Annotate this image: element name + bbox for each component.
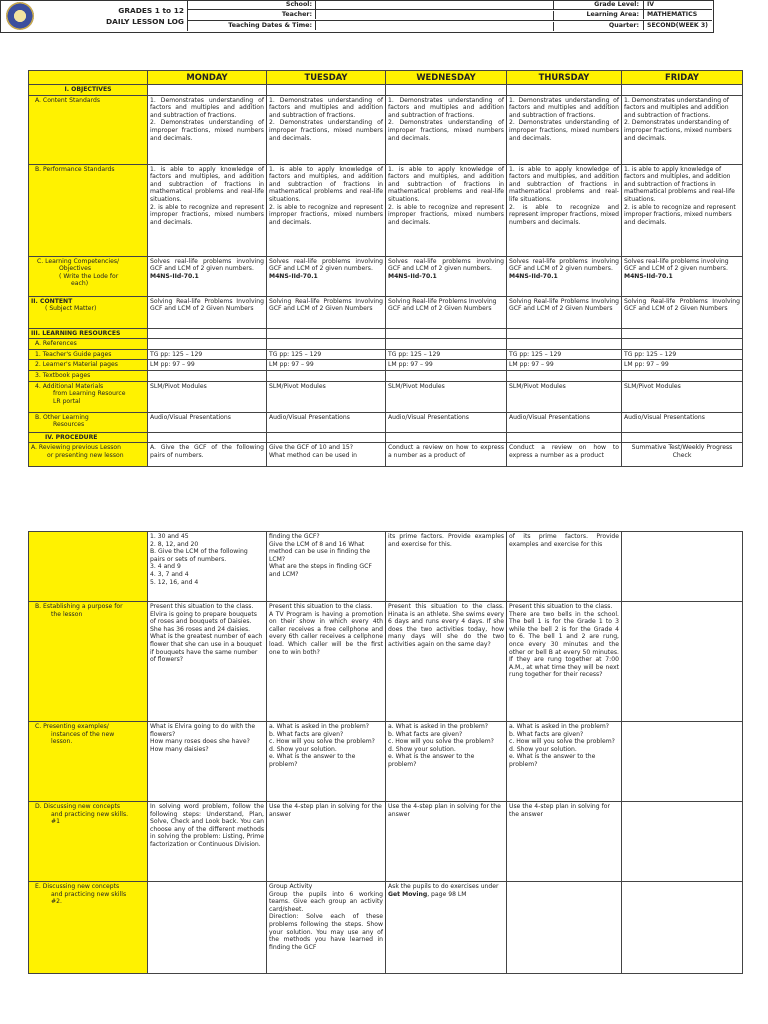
examples-label [29, 722, 148, 802]
additional-mon: SLM/Pivot Modules [148, 381, 267, 412]
empty-cell [267, 370, 386, 381]
other-tue: Audio/Visual Presentations [267, 412, 386, 432]
discussing1-label-line1: D. Discussing new concepts [35, 803, 121, 810]
grade-level-value: IV [643, 0, 712, 9]
objectives-row [29, 85, 743, 96]
day-thursday: THURSDAY [507, 71, 622, 85]
other-thu: Audio/Visual Presentations [507, 412, 622, 432]
discussing2-wed-post: , page 98 LM [427, 890, 467, 898]
teacher-label: Teacher: [281, 11, 312, 19]
competency-text: Solves real-life problems involving GCF and LCM of 2 given numbers. [150, 257, 264, 273]
discussing1-row [29, 802, 743, 882]
discussing2-row [29, 882, 743, 974]
lesson-log-table-page2 [28, 531, 743, 974]
content-standards-mon: 1. Demonstrates understanding of factors and multiples and addition and subtraction of fractions. 2. Demonstrates understanding of improper fractions, mixed numbers and decimals. [148, 95, 267, 164]
empty-cell [267, 328, 386, 339]
discussing2-label-line2: and practicing new skills [51, 890, 127, 898]
header-row-school [187, 0, 712, 10]
purpose-tue: Present this situation to the class. A TV Program is having a promotion on their show in which every 4th caller receives a free cellphone and every 6th caller receives a cellphone load. Which caller will be the first one to win both? [267, 602, 386, 722]
empty-cell [148, 370, 267, 381]
lm-mon: LM pp: 97 – 99 [148, 360, 267, 371]
reviewing-row [29, 443, 743, 467]
content-standards-fri: 1. Demonstrates understanding of factors and multiples and addition and subtraction of fractions. 2. Demonstrates understanding of improper fractions, mixed numbers and decimals. [622, 95, 743, 164]
content-standards-wed: 1. Demonstrates understanding of factors and multiples and addition and subtraction of fractions. 2. Demonstrates understanding of improper fractions, mixed numbers and decimals. [386, 95, 507, 164]
additional-wed: SLM/Pivot Modules [386, 381, 507, 412]
performance-standards-wed: 1. is able to apply knowledge of factors and multiples, and addition and subtraction of fractions in mathematical problems and real-life situations. 2. is able to recognize and represent improper fractions, mixed numbers and decimals. [386, 164, 507, 256]
tg-tue: TG pp: 125 – 129 [267, 349, 386, 360]
performance-standards-tue: 1. is able to apply knowledge of factors and multiples, and addition and subtraction of fractions in mathematical problems and real-life situations. 2. is able to recognize and represent improper fractions, mixed numbers and decimals. [267, 164, 386, 256]
learning-area-label: Learning Area: [553, 11, 643, 20]
competency-text: Solves real-life problems involving GCF and LCM of 2 given numbers. [624, 257, 729, 273]
reviewing-wed: Conduct a review on how to express a number as a product of [386, 443, 507, 467]
empty-cell [622, 432, 743, 443]
days-header-row [29, 71, 743, 85]
competency-code: M4NS-IId-70.1 [509, 272, 558, 280]
purpose-label-line2: the lesson [51, 610, 83, 618]
corner-cell [29, 71, 148, 85]
competencies-mon [148, 256, 267, 296]
tg-pages-label: 1. Teacher's Guide pages [29, 349, 148, 360]
competencies-label-line4: each) [71, 280, 89, 288]
examples-wed: a. What is asked in the problem? b. What facts are given? c. How will you solve the problem? d. Show your solution. e. What is the answer to the problem? [386, 722, 507, 802]
purpose-wed: Present this situation to the class. Hinata is an athlete. She swims every 6 days and runs every 4 days. If she does the two activities today, how many days will she do the two activities again on the same day? [386, 602, 507, 722]
competency-text: Solves real-life problems involving GCF and LCM of 2 given numbers. [388, 257, 504, 273]
school-label: School: [285, 1, 312, 8]
examples-tue: a. What is asked in the problem? b. What facts are given? c. How will you solve the problem? d. Show your solution. e. What is the answer to the problem? [267, 722, 386, 802]
purpose-label-line1: B. Establishing a purpose for [35, 603, 123, 610]
dll-header [0, 0, 714, 33]
header-title-line2: DAILY LESSON LOG [106, 17, 184, 26]
other-resources-row [29, 412, 743, 432]
performance-standards-fri: 1. is able to apply knowledge of factors and multiples, and addition and subtraction of fractions in mathematical problems and real-life situations. 2. is able to recognize and represent improper fractions, mixed numbers and decimals. [622, 164, 743, 256]
competency-code: M4NS-IId-70.1 [624, 272, 673, 280]
textbook-pages-row [29, 370, 743, 381]
day-friday: FRIDAY [622, 71, 743, 85]
header-row-dates [187, 21, 712, 31]
reviewing-cont-row [29, 532, 743, 602]
header-row-teacher [187, 10, 712, 20]
header-title-line1: GRADES 1 to 12 [118, 6, 184, 15]
performance-standards-mon: 1. is able to apply knowledge of factors and multiples, and addition and subtraction of fractions in mathematical problems and real-life situations. 2. is able to recognize and represent improper fractions, mixed numbers and decimals. [148, 164, 267, 256]
content-fri: Solving Real-life Problems Involving GCF and LCM of 2 Given Numbers [622, 296, 743, 328]
content-thu: Solving Real-life Problems Involving GCF and LCM of 2 Given Numbers [507, 296, 622, 328]
reviewing-tue: Give the GCF of 10 and 15? What method can be used in [267, 443, 386, 467]
discussing1-mon: In solving word problem, follow the following steps: Understand, Plan, Solve, Check and Look back. You can choose any of the different methods in solving the problem: Listing, Prime factorization or Continuous Division. [148, 802, 267, 882]
discussing2-label [29, 882, 148, 974]
lm-tue: LM pp: 97 – 99 [267, 360, 386, 371]
content-mon: Solving Real-life Problems Involving GCF and LCM of 2 Given Numbers [148, 296, 267, 328]
content-row [29, 296, 743, 328]
get-moving-ref: Get Moving [388, 890, 428, 898]
reviewing-mon: A. Give the GCF of the following pairs of numbers. [148, 443, 267, 467]
additional-materials-label [29, 381, 148, 412]
purpose-fri [622, 602, 743, 722]
content-tue: Solving Real-life Problems Involving GCF and LCM of 2 Given Numbers [267, 296, 386, 328]
reviewing-cont-thu: of its prime factors. Provide examples and exercise for this [507, 532, 622, 602]
day-wednesday: WEDNESDAY [386, 71, 507, 85]
empty-cell [386, 339, 507, 350]
additional-label-line1: 4. Additional Materials [35, 382, 104, 390]
purpose-mon: Present this situation to the class. Elvira is going to prepare bouquets of roses and bouquets of Daisies. She has 36 roses and 24 daisies. What is the greatest number of each flower that she can use in a bouquet if bouquets have the same number of flowers? [148, 602, 267, 722]
examples-label-line2: instances of the new [51, 730, 115, 738]
discussing1-label-line3: #1 [51, 818, 60, 826]
discussing2-tue: Group Activity Group the pupils into 6 working teams. Give each group an activity card/sheet. Direction: Solve each of these problems following the steps. Show your solution. You may use any of the methods you have learned in finding the GCF [267, 882, 386, 974]
lm-fri: LM pp: 97 – 99 [622, 360, 743, 371]
discussing1-label [29, 802, 148, 882]
competencies-fri [622, 256, 743, 296]
competency-code: M4NS-IId-70.1 [388, 272, 437, 280]
lesson-log-table-page1 [28, 70, 743, 467]
content-standards-label: A. Content Standards [29, 95, 148, 164]
examples-fri [622, 722, 743, 802]
other-fri: Audio/Visual Presentations [622, 412, 743, 432]
empty-cell [622, 328, 743, 339]
content-label [29, 296, 148, 328]
discussing2-wed-pre: Ask the pupils to do exercises under [388, 883, 499, 890]
empty-cell [507, 370, 622, 381]
day-tuesday: TUESDAY [267, 71, 386, 85]
empty-cell [507, 339, 622, 350]
deped-seal-logo [6, 2, 34, 30]
performance-standards-row [29, 164, 743, 256]
empty-cell [622, 339, 743, 350]
purpose-thu: Present this situation to the class. There are two bells in the school. The bell 1 is for the Grade 1 to 3 while the bell 2 is for the Grade 4 to 6. The bell 1 and 2 are rung, once every 30 minutes and the other or bell B at every 50 minutes. If they are rung together at 7:00 A.M., at what time they will be next rung together for their recess? [507, 602, 622, 722]
competencies-row [29, 256, 743, 296]
competencies-thu [507, 256, 622, 296]
discussing2-mon [148, 882, 267, 974]
tg-thu: TG pp: 125 – 129 [507, 349, 622, 360]
empty-cell [267, 432, 386, 443]
other-wed: Audio/Visual Presentations [386, 412, 507, 432]
discussing1-wed: Use the 4-step plan in solving for the answer [386, 802, 507, 882]
content-label-line1: II. CONTENT [31, 297, 73, 305]
reviewing-cont-wed: its prime factors. Provide examples and exercise for this. [386, 532, 507, 602]
reviewing-cont-fri [622, 532, 743, 602]
competency-code: M4NS-IId-70.1 [269, 272, 318, 280]
empty-cell [507, 432, 622, 443]
competencies-label-line2: Objectives [59, 265, 92, 273]
header-title [80, 5, 184, 27]
additional-tue: SLM/Pivot Modules [267, 381, 386, 412]
empty-cell [386, 328, 507, 339]
resources-label: III. LEARNING RESOURCES [29, 328, 148, 339]
dates-label: Teaching Dates & Time: [228, 21, 312, 29]
content-standards-row [29, 95, 743, 164]
reviewing-label-line2: or presenting new lesson [47, 451, 124, 459]
discussing1-thu: Use the 4-step plan in solving for the answer [507, 802, 622, 882]
other-mon: Audio/Visual Presentations [148, 412, 267, 432]
competency-text: Solves real-life problems involving GCF and LCM of 2 given numbers. [509, 257, 619, 273]
examples-row [29, 722, 743, 802]
purpose-row [29, 602, 743, 722]
additional-label-line2: from Learning Resource [53, 390, 126, 398]
competencies-label-line3: ( Write the Lode for [59, 272, 119, 280]
content-standards-thu: 1. Demonstrates understanding of factors and multiples and addition and subtraction of fractions. 2. Demonstrates understanding of improper fractions, mixed numbers and decimals. [507, 95, 622, 164]
competency-text: Solves real-life problems involving GCF and LCM of 2 given numbers. [269, 257, 383, 273]
empty-cell [386, 85, 507, 96]
empty-cell [507, 85, 622, 96]
examples-label-line1: C. Presenting examples/ [35, 723, 109, 730]
empty-cell [622, 370, 743, 381]
references-row [29, 339, 743, 350]
reviewing-label [29, 443, 148, 467]
procedure-label: IV. PROCEDURE [29, 432, 148, 443]
procedure-row [29, 432, 743, 443]
empty-cell [148, 328, 267, 339]
discussing2-fri [622, 882, 743, 974]
tg-mon: TG pp: 125 – 129 [148, 349, 267, 360]
reviewing-cont-tue: finding the GCF? Give the LCM of 8 and 16 What method can be use in finding the LCM? What are the steps in finding GCF and LCM? [267, 532, 386, 602]
empty-cell [267, 339, 386, 350]
content-label-line2: ( Subject Matter) [45, 305, 97, 313]
discussing2-label-line3: #2. [51, 898, 62, 906]
competencies-label [29, 256, 148, 296]
empty-cell [148, 339, 267, 350]
purpose-label [29, 602, 148, 722]
empty-cell [148, 432, 267, 443]
additional-materials-row [29, 381, 743, 412]
discussing1-label-line2: and practicing new skills. [51, 810, 129, 818]
lm-thu: LM pp: 97 – 99 [507, 360, 622, 371]
empty-cell [386, 432, 507, 443]
day-monday: MONDAY [148, 71, 267, 85]
discussing2-wed [386, 882, 507, 974]
additional-thu: SLM/Pivot Modules [507, 381, 622, 412]
additional-label-line3: LR portal [53, 397, 81, 405]
textbook-pages-label: 3. Textbook pages [29, 370, 148, 381]
reviewing-label-line1: A. Reviewing previous Lesson [31, 444, 122, 452]
reviewing-cont-label [29, 532, 148, 602]
content-standards-tue: 1. Demonstrates understanding of factors and multiples and addition and subtraction of fractions. 2. Demonstrates understanding of improper fractions, mixed numbers and decimals. [267, 95, 386, 164]
resources-row [29, 328, 743, 339]
lm-pages-label: 2. Learner's Material pages [29, 360, 148, 371]
reviewing-thu: Conduct a review on how to express a number as a product [507, 443, 622, 467]
objectives-label: I. OBJECTIVES [29, 85, 148, 96]
other-label-line1: B. Other Learning [35, 413, 89, 421]
quarter-value: SECOND(WEEK 3) [643, 21, 712, 30]
school-field [315, 0, 554, 9]
examples-mon: What is Elvira going to do with the flowers? How many roses does she have? How many daisies? [148, 722, 267, 802]
empty-cell [507, 328, 622, 339]
discussing2-thu [507, 882, 622, 974]
competencies-label-line1: C. Learning Competencies/ [37, 257, 120, 265]
discussing2-label-line1: E. Discussing new concepts [35, 883, 120, 890]
competency-code: M4NS-IId-70.1 [150, 272, 199, 280]
empty-cell [267, 85, 386, 96]
lm-pages-row [29, 360, 743, 371]
teacher-field [315, 10, 554, 19]
performance-standards-thu: 1. is able to apply knowledge of factors and multiples, and addition and subtraction of fractions in mathematical problems and real-life situations. 2. is able to recognize and represent improper fractions, mixed numbers and decimals. [507, 164, 622, 256]
reviewing-cont-mon: 1. 30 and 45 2. 8, 12, and 20 B. Give the LCM of the following pairs or sets of numbers. 3. 4 and 9 4. 3, 7 and 4 5. 12, 16, and 4 [148, 532, 267, 602]
references-label: A. References [29, 339, 148, 350]
other-resources-label [29, 412, 148, 432]
empty-cell [386, 370, 507, 381]
lm-wed: LM pp: 97 – 99 [386, 360, 507, 371]
reviewing-fri: Summative Test/Weekly Progress Check [622, 443, 743, 467]
examples-thu: a. What is asked in the problem? b. What facts are given? c. How will you solve the problem? d. Show your solution. e. What is the answer to the problem? [507, 722, 622, 802]
dates-field [315, 21, 554, 30]
competencies-wed [386, 256, 507, 296]
additional-fri: SLM/Pivot Modules [622, 381, 743, 412]
tg-fri: TG pp: 125 – 129 [622, 349, 743, 360]
performance-standards-label: B. Performance Standards [29, 164, 148, 256]
empty-cell [148, 85, 267, 96]
discussing1-tue: Use the 4-step plan in solving for the answer [267, 802, 386, 882]
grade-level-label: Grade Level: [553, 1, 643, 10]
empty-cell [622, 85, 743, 96]
competencies-tue [267, 256, 386, 296]
tg-pages-row [29, 349, 743, 360]
tg-wed: TG pp: 125 – 129 [386, 349, 507, 360]
examples-label-line3: lesson. [51, 738, 73, 746]
content-wed: Solving Real-life Problems Involving GCF and LCM of 2 Given Numbers [386, 296, 507, 328]
other-label-line2: Resources [53, 421, 85, 429]
discussing1-fri [622, 802, 743, 882]
learning-area-value: MATHEMATICS [643, 10, 712, 19]
quarter-label: Quarter: [553, 22, 643, 31]
